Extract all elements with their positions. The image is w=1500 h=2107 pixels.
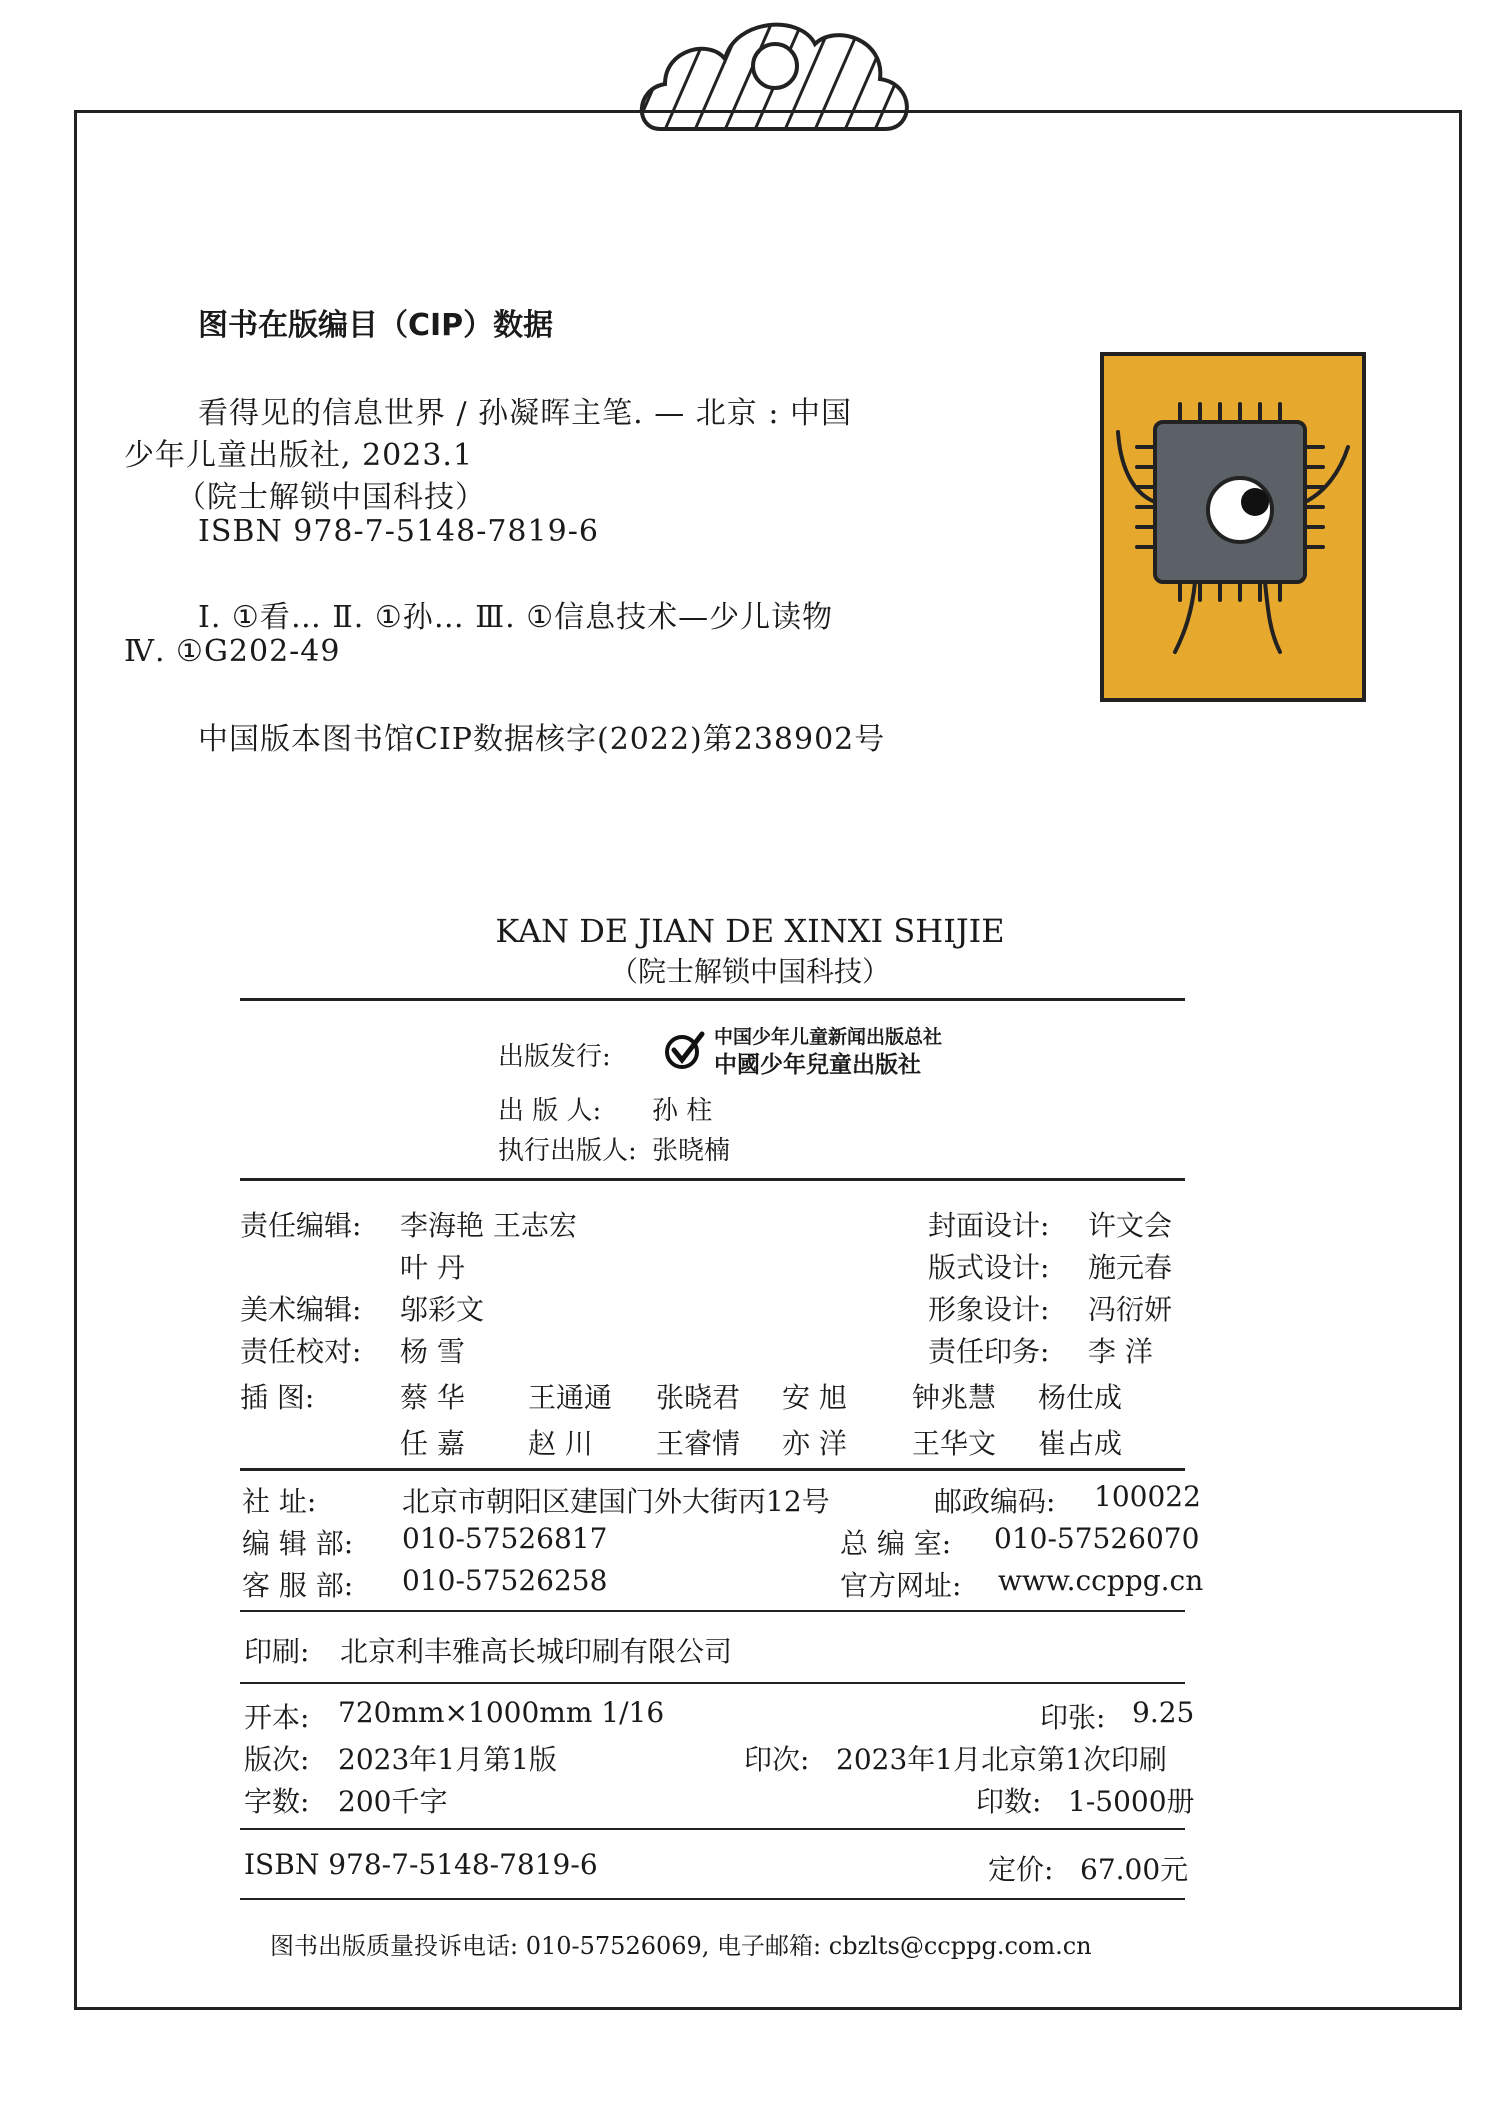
illustrator-name: 王通通 [528,1381,613,1414]
exec-publisher-name: 张晓楠 [652,1136,731,1166]
impression-value: 2023年1月北京第1次印刷 [836,1743,1167,1776]
illustrator-name: 蔡 华 [400,1381,465,1414]
word-count-value: 200千字 [338,1785,448,1818]
chip-mascot-illustration [1100,352,1366,702]
price-value: 67.00元 [1080,1853,1189,1886]
divider [240,1898,1185,1900]
illustrator-name: 钟兆慧 [912,1381,997,1414]
website-link[interactable]: www.ccppg.cn [998,1564,1204,1597]
print-affairs-label: 责任印务: [928,1335,1050,1368]
divider [240,1682,1185,1684]
illustrator-name: 安 旭 [782,1381,847,1414]
divider [240,998,1185,1001]
illustrator-name: 任 嘉 [400,1427,465,1460]
publisher-logo-line1: 中国少年儿童新闻出版总社 [714,1026,943,1048]
cip-line: Ⅳ. ①G202-49 [124,634,341,669]
address: 北京市朝阳区建国门外大街丙12号 [402,1485,830,1518]
printer-label: 印刷: [244,1635,310,1668]
book-pinyin-title: KAN DE JIAN DE XINXI SHIJIE [495,912,1005,950]
chief-office-tel: 010-57526070 [994,1522,1200,1555]
cip-line: 看得见的信息世界 / 孙凝晖主笔. — 北京 : 中国 [198,396,852,431]
sheets-value: 9.25 [1132,1696,1195,1729]
illustrator-name: 崔占成 [1038,1427,1123,1460]
art-editor-label: 美术编辑: [240,1293,362,1326]
service-dept-label: 客 服 部: [242,1569,354,1602]
illustrator-name: 亦 洋 [782,1427,847,1460]
publisher-label: 出 版 人: [498,1096,602,1126]
image-design-label: 形象设计: [928,1293,1050,1326]
layout-design-name: 施元春 [1088,1251,1173,1284]
cip-line: 少年儿童出版社, 2023.1 [124,438,474,473]
format-label: 开本: [244,1701,310,1734]
print-affairs-name: 李 洋 [1088,1335,1153,1368]
illustrator-name: 王华文 [912,1427,997,1460]
editor-label: 责任编辑: [240,1209,362,1242]
copies-label: 印数: [976,1785,1042,1818]
divider [240,1468,1185,1471]
book-series: （院士解锁中国科技） [609,955,890,988]
issue-label: 出版发行: [498,1042,611,1072]
publisher-logo-icon [662,1028,706,1072]
editor-names: 李海艳 王志宏 [400,1209,577,1242]
illustrator-name: 张晓君 [656,1381,741,1414]
divider [240,1178,1185,1181]
postcode-label: 邮政编码: [934,1485,1056,1518]
art-editor-name: 邬彩文 [400,1293,485,1326]
sheets-label: 印张: [1040,1701,1106,1734]
cip-line: （院士解锁中国科技） [176,480,486,515]
cover-design-name: 许文会 [1088,1209,1173,1242]
publisher-name: 孙 柱 [652,1096,713,1126]
cover-design-label: 封面设计: [928,1209,1050,1242]
proofreader-label: 责任校对: [240,1335,362,1368]
copies-value: 1-5000册 [1068,1785,1195,1818]
publisher-logo-line2: 中國少年兒童出版社 [714,1051,921,1078]
edition-label: 版次: [244,1743,310,1776]
chief-office-label: 总 编 室: [840,1527,952,1560]
cip-isbn: ISBN 978-7-5148-7819-6 [198,514,599,549]
editorial-dept-label: 编 辑 部: [242,1527,354,1560]
image-design-name: 冯衍妍 [1088,1293,1173,1326]
format-value: 720mm×1000mm 1/16 [338,1696,665,1729]
illustrator-name: 杨仕成 [1038,1381,1123,1414]
word-count-label: 字数: [244,1785,310,1818]
postcode: 100022 [1094,1480,1201,1513]
address-label: 社 址: [242,1485,317,1518]
impression-label: 印次: [744,1743,810,1776]
cip-header: 图书在版编目（CIP）数据 [198,308,554,343]
illustrator-name: 赵 川 [528,1427,593,1460]
proofreader-name: 杨 雪 [400,1335,465,1368]
illustrator-name: 王睿情 [656,1427,741,1460]
cip-line: Ⅰ. ①看… Ⅱ. ①孙… Ⅲ. ①信息技术—少儿读物 [198,600,834,635]
cloud-tag-icon [630,4,930,169]
website-label: 官方网址: [840,1569,962,1602]
price-label: 定价: [988,1853,1054,1886]
illustrator-label: 插 图: [240,1381,315,1414]
service-dept-tel: 010-57526258 [402,1564,608,1597]
complaint-contact: 图书出版质量投诉电话: 010-57526069, 电子邮箱: cbzlts@ccppg.com.cn [270,1932,1092,1960]
editor-names-2: 叶 丹 [400,1251,465,1284]
cip-line: 中国版本图书馆CIP数据核字(2022)第238902号 [198,722,886,757]
exec-publisher-label: 执行出版人: [498,1136,637,1166]
editorial-dept-tel: 010-57526817 [402,1522,608,1555]
printer-name: 北京利丰雅高长城印刷有限公司 [340,1635,733,1668]
divider [240,1828,1185,1830]
divider [240,1610,1185,1612]
layout-design-label: 版式设计: [928,1251,1050,1284]
edition-value: 2023年1月第1版 [338,1743,557,1776]
isbn: ISBN 978-7-5148-7819-6 [244,1848,598,1881]
